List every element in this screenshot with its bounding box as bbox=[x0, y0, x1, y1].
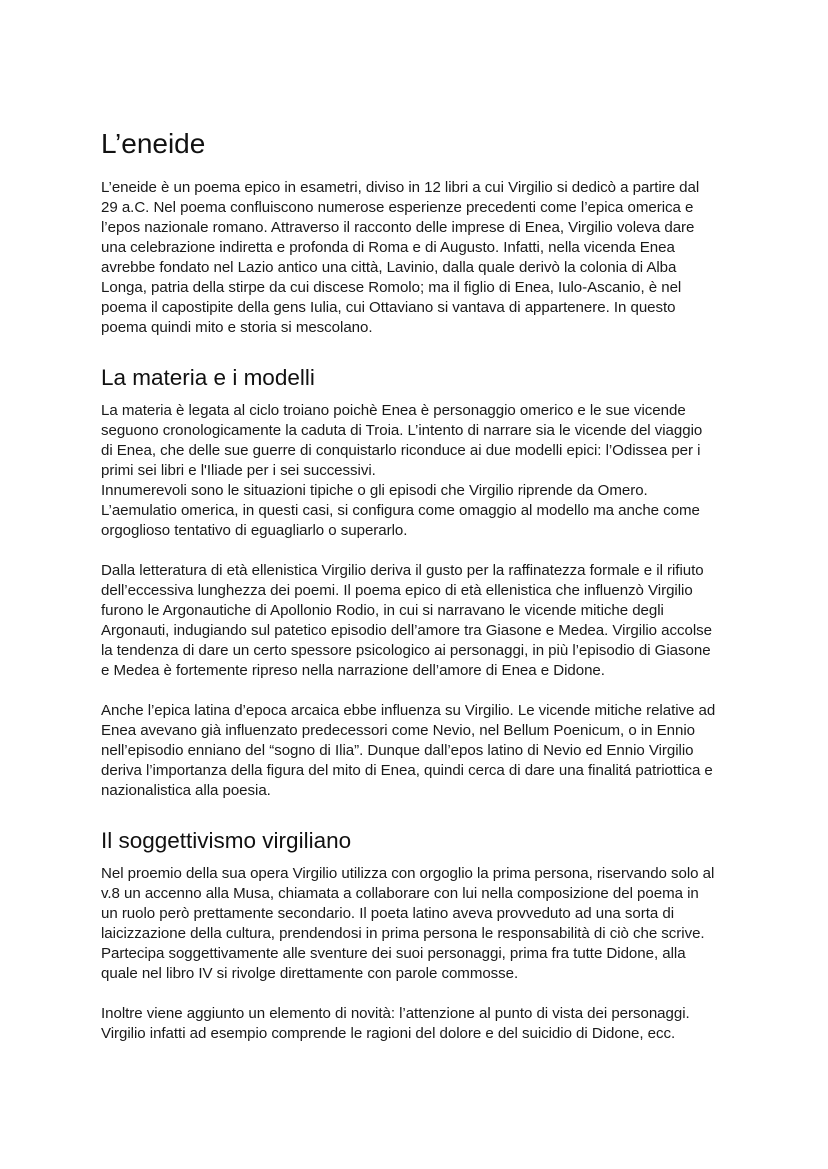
materia-paragraph-3 bbox=[101, 701, 731, 801]
text-line: la tendenza di dare un certo spessore psicologico ai personaggi, in più l’episodio di Giasone bbox=[101, 642, 711, 659]
text-line: Nel proemio della sua opera Virgilio utilizza con orgoglio la prima persona, riservando solo al bbox=[101, 865, 715, 882]
text-line: primi sei libri e l'Iliade per i sei successivi. bbox=[101, 462, 376, 479]
document-page bbox=[101, 122, 731, 1044]
text-line: una celebrazione indiretta e profonda di Roma e di Augusto. Infatti, nella vicenda Enea bbox=[101, 239, 675, 256]
soggettivismo-paragraph-1 bbox=[101, 864, 731, 984]
text-line: avrebbe fondato nel Lazio antico una città, Lavinio, dalla quale derivò la colonia di Alba bbox=[101, 259, 677, 276]
text-line: di Enea, che delle sue guerre di conquistarlo riconduce ai due modelli epici: l’Odissea per i bbox=[101, 442, 701, 459]
text-line: 29 a.C. Nel poema confluiscono numerose esperienze precedenti come l’epica omerica e bbox=[101, 199, 694, 216]
text-line: L’eneide è un poema epico in esametri, diviso in 12 libri a cui Virgilio si dedicò a partire dal bbox=[101, 179, 700, 196]
text-line: Innumerevoli sono le situazioni tipiche o gli episodi che Virgilio riprende da Omero. bbox=[101, 482, 648, 499]
text-line: Virgilio infatti ad esempio comprende le ragioni del dolore e del suicidio di Didone, ecc. bbox=[101, 1025, 676, 1042]
text-line: L’aemulatio omerica, in questi casi, si configura come omaggio al modello ma anche come bbox=[101, 502, 700, 519]
text-line: nell’episodio enniano del “sogno di Ilia”. Dunque dall’epos latino di Nevio ed Ennio Virgilio bbox=[101, 742, 694, 759]
text-line: l’epos nazionale romano. Attraverso il racconto delle imprese di Enea, Virgilio voleva dare bbox=[101, 219, 695, 236]
text-line: deriva l’importanza della figura del mito di Enea, quindi cerca di dare una finalitá patriottica e bbox=[101, 762, 713, 779]
text-line: quale nel libro IV si rivolge direttamente con parole commosse. bbox=[101, 965, 519, 982]
document-title: L’eneide bbox=[101, 128, 206, 159]
text-line: Longa, patria della stirpe da cui discese Romolo; ma il figlio di Enea, Iulo-Ascanio, è nel bbox=[101, 279, 682, 296]
intro-paragraph bbox=[101, 178, 731, 338]
text-line: orgoglioso tentativo di eguagliarlo o superarlo. bbox=[101, 522, 408, 539]
text-line: e Medea è fortemente ripreso nella narrazione dell’amore di Enea e Didone. bbox=[101, 662, 605, 679]
text-line: laicizzazione della cultura, prendendosi in prima persona le responsabilità di ciò che scrive. bbox=[101, 925, 705, 942]
materia-paragraph-2 bbox=[101, 561, 731, 681]
text-line: seguono cronologicamente la caduta di Troia. L’intento di narrare sia le vicende del viaggio bbox=[101, 422, 703, 439]
section-heading-soggettivismo: Il soggettivismo virgiliano bbox=[101, 828, 352, 853]
text-line: Partecipa soggettivamente alle sventure dei suoi personaggi, prima fra tutte Didone, alla bbox=[101, 945, 686, 962]
text-line: un ruolo però prettamente secondario. Il poeta latino aveva provveduto ad una sorta di bbox=[101, 905, 674, 922]
text-line: Anche l’epica latina d’epoca arcaica ebbe influenza su Virgilio. Le vicende mitiche relative ad bbox=[101, 702, 716, 719]
text-line: La materia è legata al ciclo troiano poichè Enea è personaggio omerico e le sue vicende bbox=[101, 402, 686, 419]
text-line: furono le Argonautiche di Apollonio Rodio, in cui si narravano le vicende mitiche degli bbox=[101, 602, 664, 619]
text-line: poema il capostipite della gens Iulia, cui Ottaviano si vantava di appartenere. In questo bbox=[101, 299, 676, 316]
text-line: v.8 un accenno alla Musa, chiamata a collaborare con lui nella composizione del poema in bbox=[101, 885, 699, 902]
materia-paragraph-1 bbox=[101, 401, 731, 541]
text-line: dell’eccessiva lunghezza dei poemi. Il poema epico di età ellenistica che influenzò Virgilio bbox=[101, 582, 693, 599]
text-line: poema quindi mito e storia si mescolano. bbox=[101, 319, 373, 336]
text-line: Argonauti, indugiando sul patetico episodio dell’amore tra Giasone e Medea. Virgilio accolse bbox=[101, 622, 712, 639]
section-heading-materia: La materia e i modelli bbox=[101, 365, 315, 390]
text-line: Inoltre viene aggiunto un elemento di novità: l’attenzione al punto di vista dei personaggi. bbox=[101, 1005, 690, 1022]
text-line: nazionalistica alla poesia. bbox=[101, 782, 271, 799]
soggettivismo-paragraph-2 bbox=[101, 1004, 731, 1044]
text-line: Dalla letteratura di età ellenistica Virgilio deriva il gusto per la raffinatezza formale e il rifiuto bbox=[101, 562, 704, 579]
text-line: Enea avevano già influenzato predecessori come Nevio, nel Bellum Poenicum, o in Ennio bbox=[101, 722, 695, 739]
